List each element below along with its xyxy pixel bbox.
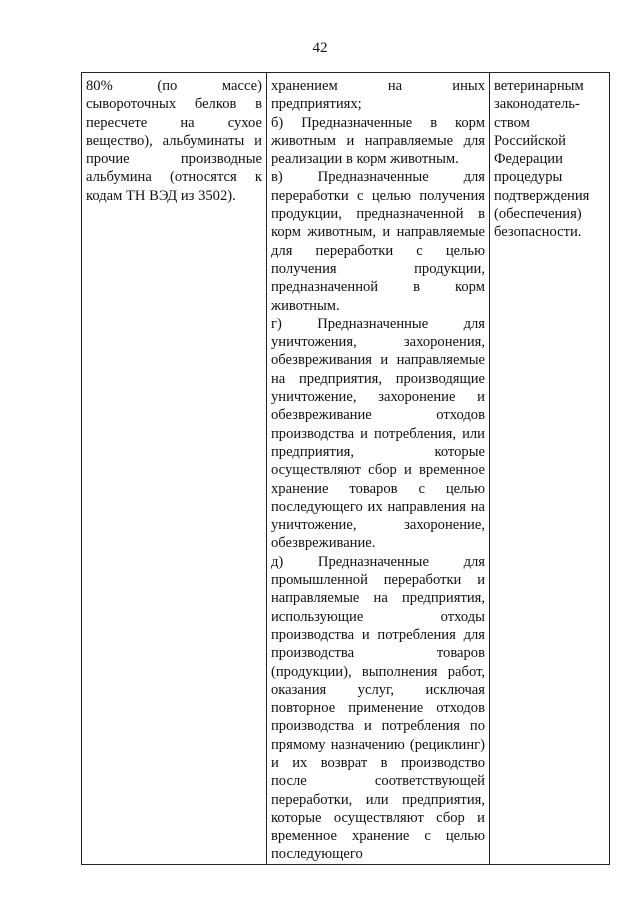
purpose-paragraph-d: д) Предназначенные для промышленной переработки и направляемые на предприятия, использующие отходы производства и потребления для производства товаров (продукции), выполнения работ, оказания услуг, исключая повторное применение отходов производства и потребления по прямому назначению (рециклинг) и их возврат в производство после соответствующей переработки, или предприятия, которые осуществляют сбор и временное хранение с целью последующего <box>271 553 485 863</box>
purpose-paragraph-1: хранением на иных предприятиях; <box>271 78 485 113</box>
purpose-paragraph-g: г) Предназначенные для уничтожения, захоронения, обезвреживания и направляемые на предприятия, производящие уничтожение, захоронение и обезвреживание отходов производства и потребления, или предприятия, которые осуществляют сбор и временное хранение товаров с целью последующего их направления на уничтожение, захоронение, обезвреживание. <box>271 315 485 552</box>
table-row <box>82 73 610 865</box>
product-description-cell <box>82 73 267 865</box>
procedure-text: ветеринарным законодатель-ством Российской Федерации процедуры подтверждения (обеспечения) безопасности. <box>494 78 590 241</box>
procedure-cell <box>490 73 610 865</box>
page-number: 42 <box>312 40 328 56</box>
requirements-table <box>81 72 610 865</box>
product-description-text: 80% (по массе) сывороточных белков в пересчете на сухое вещество), альбуминаты и прочие производные альбумина (относятся к кодам ТН ВЭД из 3502). <box>86 78 262 204</box>
purpose-paragraph-v: в) Предназначенные для переработки с целью получения продукции, предназначенной в корм животным, и направляемые для переработки с целью получения продукции, предназначенной в корм животным. <box>271 169 485 314</box>
purpose-paragraph-b: б) Предназначенные в корм животным и направляемые для реализации в корм животным. <box>271 114 485 168</box>
purpose-cell <box>267 73 490 865</box>
